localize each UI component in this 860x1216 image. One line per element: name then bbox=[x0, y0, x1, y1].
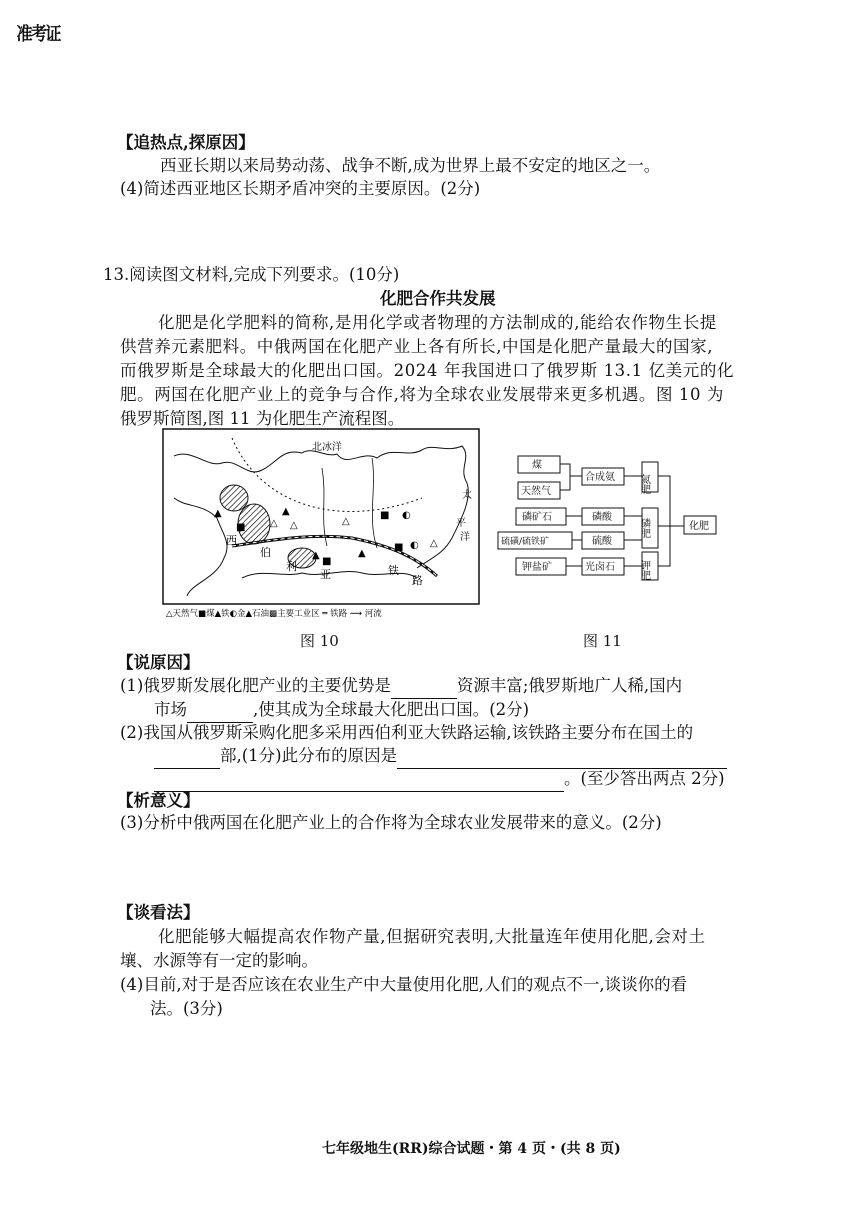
flow-mid-box: 光卤石 bbox=[585, 562, 615, 573]
fertilizer-flowchart bbox=[488, 448, 738, 588]
hotspot-intro: 西亚长期以来局势动荡、战争不断,成为世界上最不安定的地区之一。 bbox=[160, 156, 661, 175]
material-para-line: 俄罗斯简图,图 11 为化肥生产流程图。 bbox=[120, 409, 405, 428]
q2-text: 部,(1分)此分布的原因是 bbox=[220, 746, 398, 765]
figure-10-caption: 图 10 bbox=[300, 632, 339, 650]
svg-text:△: △ bbox=[270, 518, 278, 529]
railway-label-char: 利 bbox=[286, 560, 297, 573]
q1-text: 资源丰富;俄罗斯地广人稀,国内 bbox=[456, 676, 683, 695]
page-footer: 七年级地生(RR)综合试题・第 4 页・(共 8 页) bbox=[322, 1141, 621, 1157]
flow-source-box: 钾盐矿 bbox=[522, 562, 552, 573]
question-4-westasia: (4)简述西亚地区长期矛盾冲突的主要原因。(2分) bbox=[120, 179, 481, 198]
question-1-line bbox=[120, 673, 682, 699]
map-legend: △天然气■煤▲铁◐金▲石油▩主要工业区 ═ 铁路 ⟿ 河流 bbox=[166, 609, 382, 618]
material-subtitle: 化肥合作共发展 bbox=[380, 289, 496, 308]
q2-text: 。(至少答出两点 2分) bbox=[564, 769, 725, 788]
question-3: (3)分析中俄两国在化肥产业上的合作将为全球农业发展带来的意义。(2分) bbox=[120, 813, 662, 832]
opinion-intro: 壤、水源等有一定的影响。 bbox=[120, 951, 318, 970]
figure-11-caption: 图 11 bbox=[583, 632, 622, 650]
corner-mark: 准考证 bbox=[16, 24, 60, 45]
pacific-label: 平 bbox=[456, 518, 466, 529]
flow-fert-box: 钾肥 bbox=[638, 560, 650, 580]
russia-map bbox=[162, 428, 480, 618]
railway-label-char: 西 bbox=[226, 534, 237, 547]
russia-map-figure bbox=[162, 428, 480, 618]
flow-final-box: 化肥 bbox=[689, 521, 709, 532]
q1-text: (1)俄罗斯发展化肥产业的主要优势是 bbox=[120, 676, 391, 695]
svg-text:△: △ bbox=[290, 520, 298, 531]
flow-source-box: 煤 bbox=[532, 460, 542, 471]
material-para-line: 而俄罗斯是全球最大的化肥出口国。2024 年我国进口了俄罗斯 13.1 亿美元的化 bbox=[120, 361, 735, 380]
answer-blank[interactable] bbox=[154, 773, 564, 792]
svg-text:■: ■ bbox=[236, 522, 246, 533]
section-header-opinion: 【谈看法】 bbox=[117, 903, 200, 922]
question-2-line: (2)我国从俄罗斯采购化肥多采用西伯利亚大铁路运输,该铁路主要分布在国土的 bbox=[120, 723, 694, 742]
railway-label-char: 亚 bbox=[320, 568, 331, 581]
question-13-title: 13.阅读图文材料,完成下列要求。(10分) bbox=[103, 265, 400, 284]
svg-text:■: ■ bbox=[322, 556, 332, 567]
svg-text:◐: ◐ bbox=[402, 510, 411, 521]
flow-mid-box: 合成氨 bbox=[585, 472, 615, 483]
q1-text: 市场 bbox=[154, 700, 187, 719]
svg-text:■: ■ bbox=[380, 510, 390, 521]
section-header-significance: 【析意义】 bbox=[117, 791, 200, 810]
flow-mid-box: 磷酸 bbox=[592, 512, 612, 523]
material-para-line: 肥。两国在化肥产业上的竞争与合作,将为全球农业发展带来更多机遇。图 10 为 bbox=[120, 385, 725, 404]
svg-text:△: △ bbox=[342, 516, 350, 527]
arctic-ocean-label: 北冰洋 bbox=[312, 442, 342, 453]
svg-text:▲: ▲ bbox=[282, 506, 290, 517]
industrial-zone bbox=[220, 485, 248, 511]
svg-text:▲: ▲ bbox=[358, 548, 366, 559]
railway-label-char: 铁 bbox=[388, 564, 399, 577]
svg-text:▲: ▲ bbox=[214, 508, 222, 519]
opinion-intro: 化肥能够大幅提高农作物产量,但据研究表明,大批量连年使用化肥,会对土 bbox=[158, 927, 706, 946]
flow-fert-box: 磷肥 bbox=[638, 518, 650, 538]
svg-text:△: △ bbox=[430, 538, 438, 549]
material-para-line: 供营养元素肥料。中俄两国在化肥产业上各有所长,中国是化肥产量最大的国家, bbox=[120, 337, 714, 356]
svg-text:◐: ◐ bbox=[410, 540, 419, 551]
flow-mid-box: 硫酸 bbox=[592, 536, 612, 547]
railway-label-char: 路 bbox=[412, 574, 423, 587]
railway-label-char: 伯 bbox=[260, 546, 271, 559]
question-4-opinion: 法。(3分) bbox=[150, 999, 223, 1018]
flowchart-svg bbox=[488, 448, 738, 588]
question-4-opinion: (4)目前,对于是否应该在农业生产中大量使用化肥,人们的观点不一,谈谈你的看 bbox=[120, 975, 688, 994]
q1-text: ,使其成为全球最大化肥出口国。(2分) bbox=[253, 700, 530, 719]
section-header-reasons: 【说原因】 bbox=[117, 653, 200, 672]
flow-source-box: 磷矿石 bbox=[522, 512, 552, 523]
material-para-line: 化肥是化学肥料的简称,是用化学或者物理的方法制成的,能给农作物生长提 bbox=[158, 313, 717, 332]
flow-source-box: 天然气 bbox=[521, 486, 551, 497]
flow-fert-box: 氮肥 bbox=[638, 474, 650, 494]
svg-text:■: ■ bbox=[394, 542, 404, 553]
flow-source-box: 硫磺/硫铁矿 bbox=[501, 537, 550, 547]
pacific-label: 洋 bbox=[460, 532, 470, 543]
section-header-hotspot: 【追热点,探原因】 bbox=[117, 133, 255, 152]
svg-text:▲: ▲ bbox=[312, 550, 320, 561]
pacific-label: 太 bbox=[462, 490, 472, 501]
question-2-line-3 bbox=[154, 766, 725, 792]
